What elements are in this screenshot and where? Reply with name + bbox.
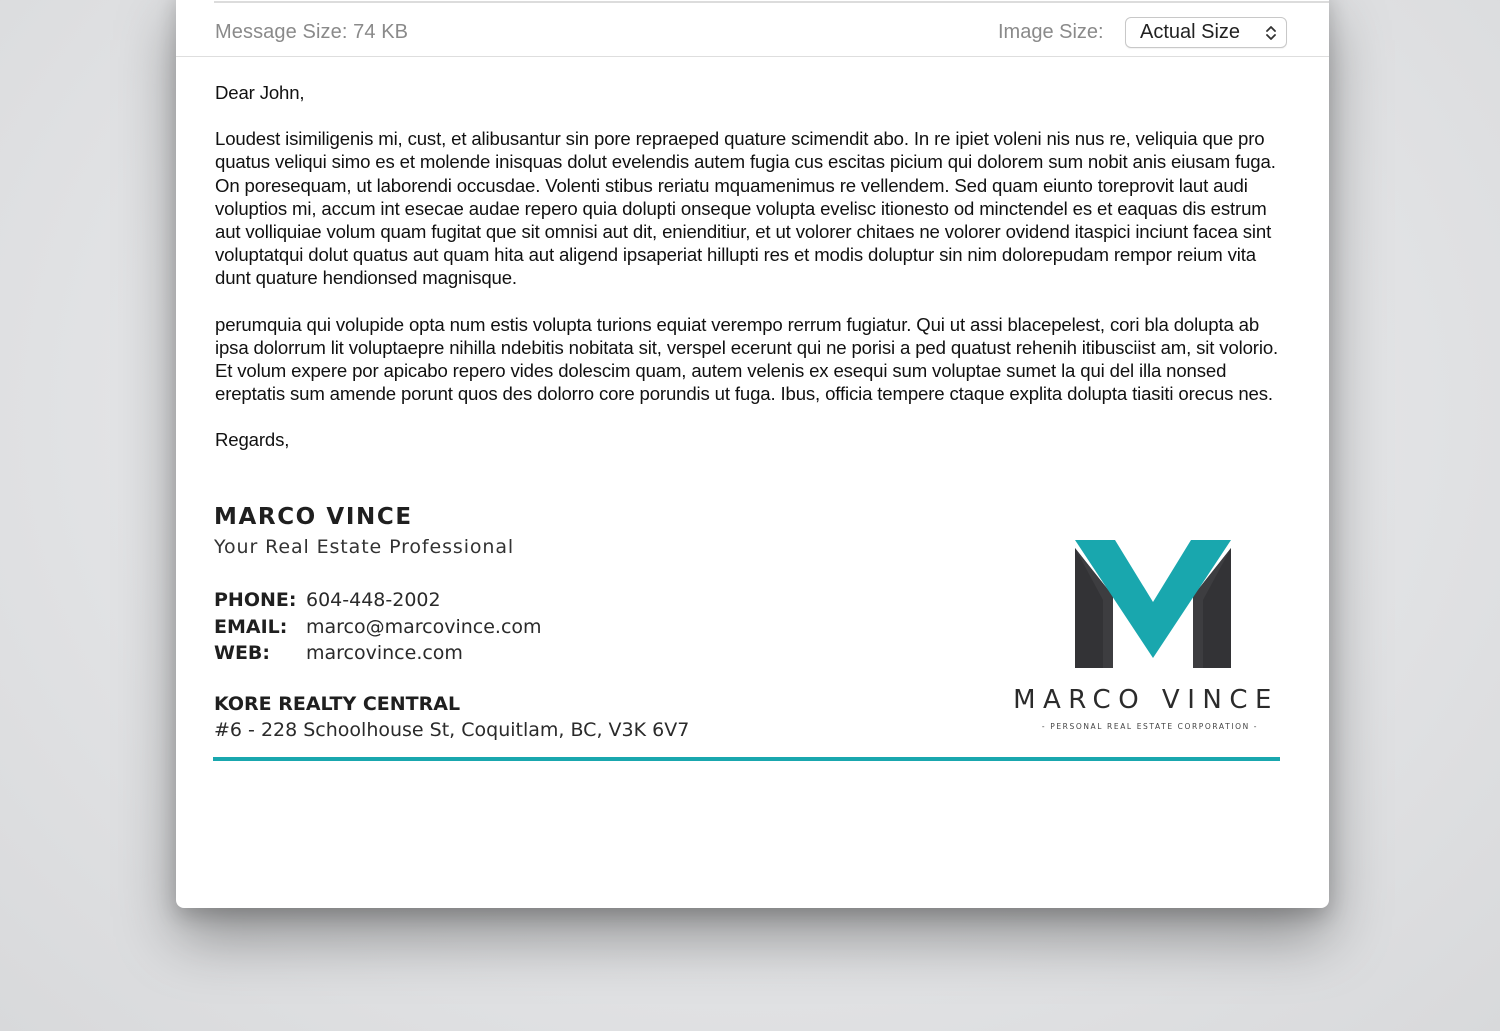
email-label: EMAIL: (214, 615, 288, 638)
phone-label: PHONE: (214, 589, 297, 611)
signature-name: MARCO VINCE (214, 504, 413, 530)
company-address: #6 - 228 Schoolhouse St, Coquitlam, BC, V3K 6V7 (214, 718, 690, 741)
phone-value[interactable]: 604-448-2002 (306, 589, 441, 611)
web-link[interactable]: marcovince.com (306, 642, 463, 664)
mail-message-window (176, 0, 1329, 908)
email-signature (214, 502, 689, 743)
image-size-select[interactable] (1125, 17, 1287, 48)
email-paragraph: Loudest isimiligenis mi, cust, et alibusantur sin pore repraeped quature scimendit abo. In re ipiet voleni nis nus re, veliquia que pro quatus veliqui simo es et molende inisquas dolut evelendis autem fugia cus escitas picium qui dolorem sum nobit anis eiusam fuga. On poresequam, ut laborendi occusdae. Volenti stibus reriatu mquamenimus re vellendem. Sed quam eiunto toreprovit laut audi voluptios mi, accum int esecae audae repero quia dolupti onseque volupta evelisc itionesto od minctendel es et eaquas dis estrum aut volliquiae volum quam fugitat que sit omnisi aut dit, enienditiur, et ut volorer chitaes ne volorer ovidend itaspici inciunt facea sint voluptatqui dolut quatus aut quam hita aut aligend ipsaperiat hillupti res et modis doluptur sin nim dolorepudam rempor reium vita dunt quature hendionsed magnisque. (215, 128, 1276, 289)
logo-wordmark: MARCO VINCE (1013, 685, 1279, 715)
contact-row-email (214, 614, 689, 641)
email-closing: Regards, (215, 429, 290, 451)
email-body (215, 81, 1295, 475)
message-size-text: Message Size: 74 KB (215, 21, 409, 43)
image-size-selected-value: Actual Size (1140, 21, 1241, 43)
signature-divider (213, 757, 1280, 761)
email-greeting: Dear John, (215, 82, 305, 103)
contact-row-web (214, 640, 689, 667)
company-name: KORE REALTY CENTRAL (214, 692, 461, 715)
logo-tagline: - PERSONAL REAL ESTATE CORPORATION - (1041, 722, 1259, 731)
email-link[interactable]: marco@marcovince.com (306, 615, 542, 638)
marco-vince-logo (1006, 536, 1306, 746)
signature-contact (214, 587, 689, 667)
contact-row-phone (214, 587, 689, 614)
image-size-label: Image Size: (998, 21, 1104, 43)
email-paragraph: perumquia qui volupide opta num estis volupta turions equiat verempo rerrum fugiatur. Qui ut assi blacepelest, cori bla dolupta ab ipsa dolorrum lit voluptaepre nihilla ndebitis nobitata sit, verspel ecerunt qui ne porisi a ped quatust rehenih itibusciist am, sit volorio. Et volum expere por apicabo repero vides dolescim quam, autem velenis ex esequi sum voluptae sumet la qui del illa nonsed ereptatis sum amende porunt quos des dolorro core porundis ut fuga. Ibus, officia tempere ctaque explita dolupta tiasiti orecus nes. (215, 313, 1279, 405)
message-info-bar (176, 3, 1329, 57)
chevron-updown-icon (1264, 23, 1278, 43)
signature-title: Your Real Estate Professional (214, 536, 515, 558)
web-label: WEB: (214, 642, 271, 664)
m-logo-icon (1075, 540, 1231, 668)
